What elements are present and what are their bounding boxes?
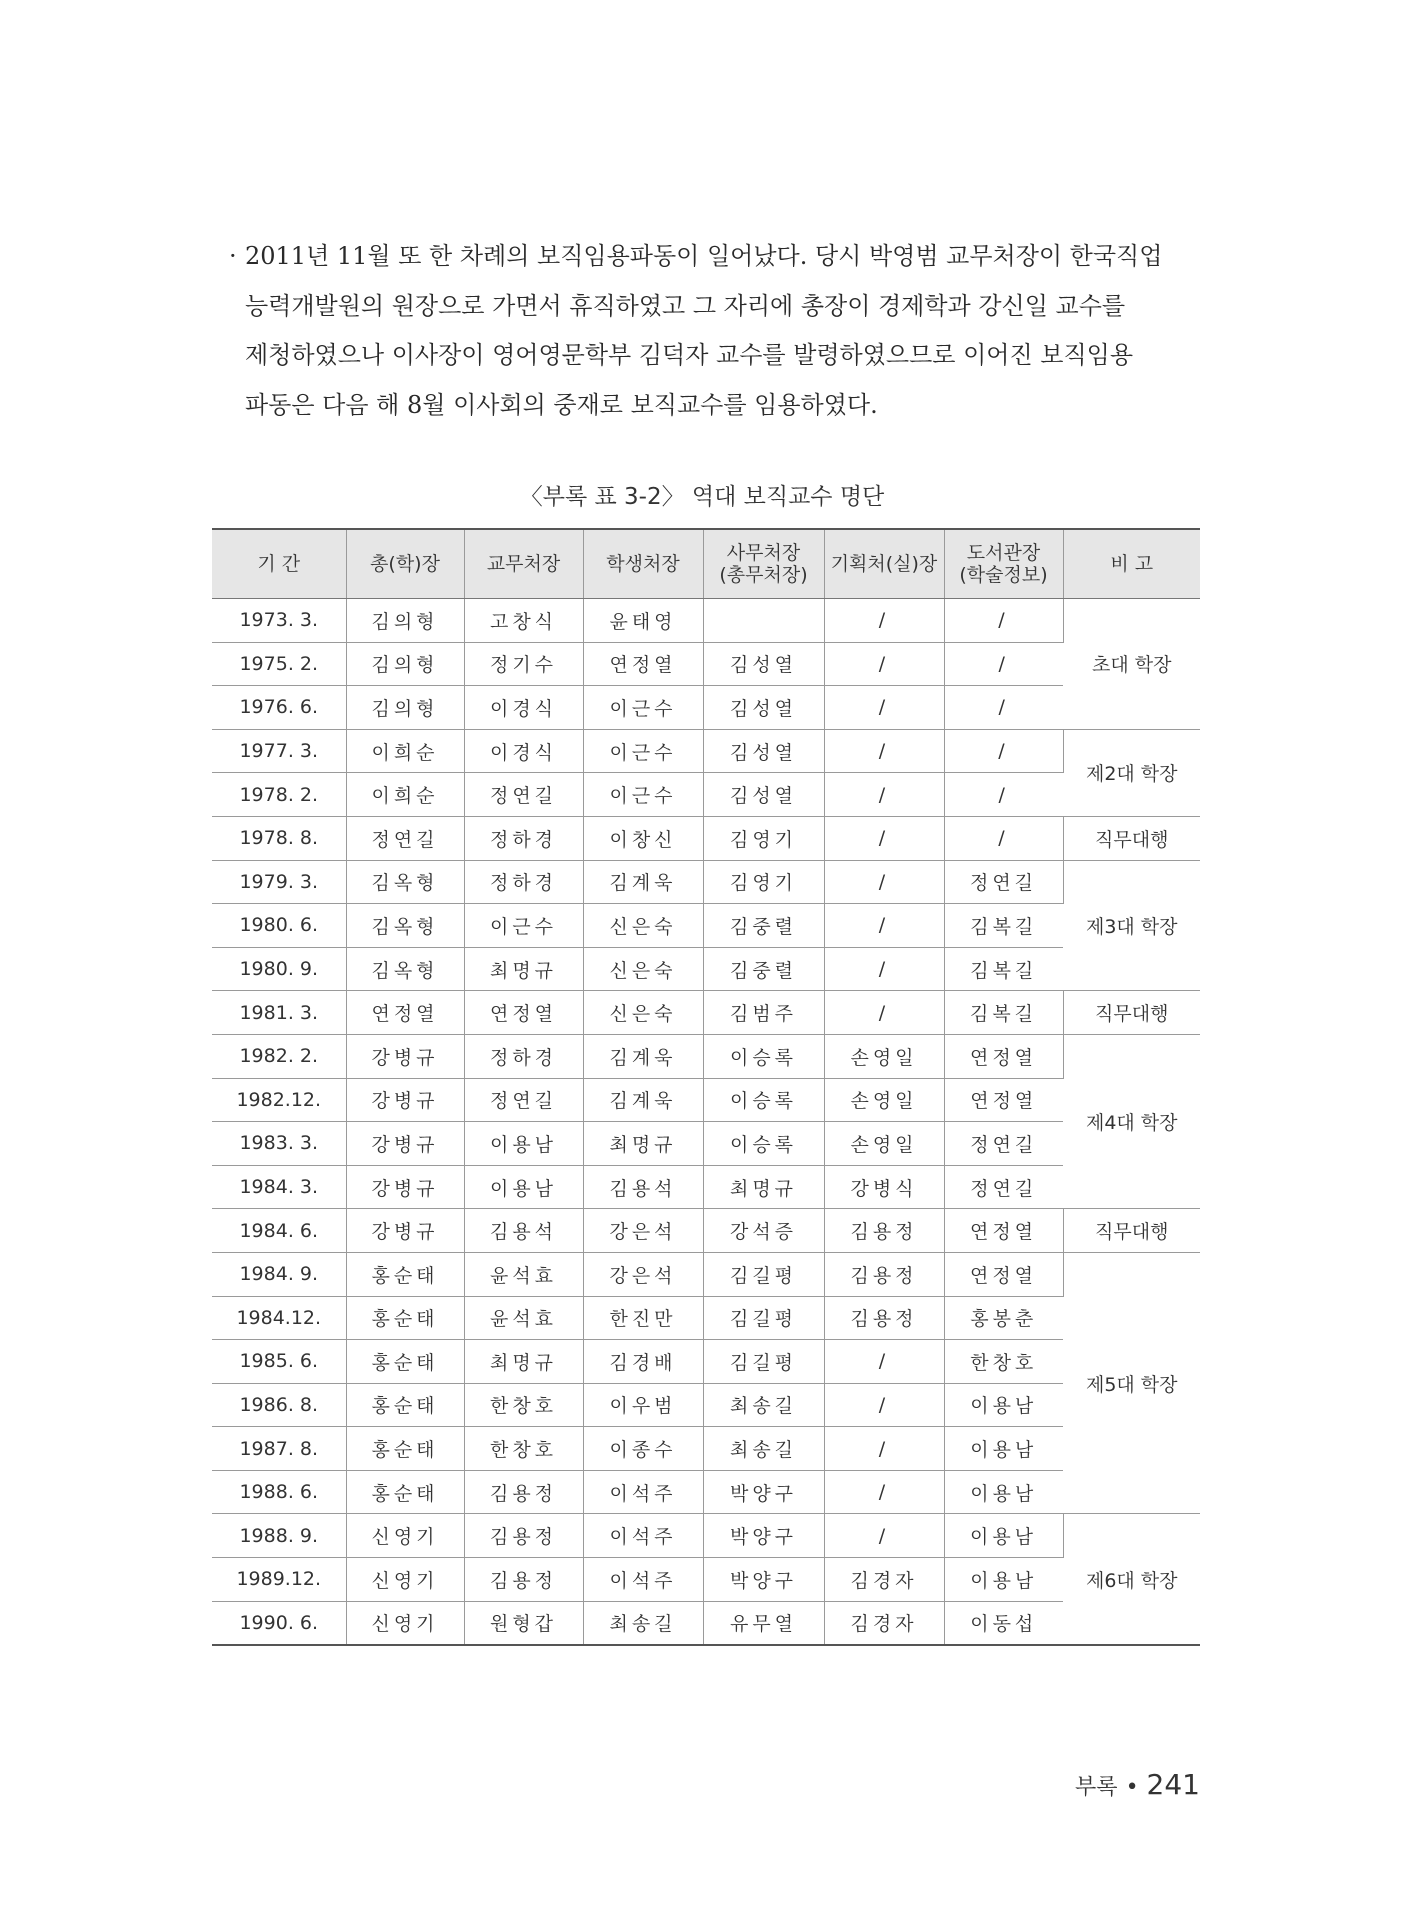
note-cell: 제3대 학장 [1063,860,1200,991]
table-cell: 김길평 [703,1252,824,1296]
period-cell: 1975. 2. [212,642,346,686]
period-cell: 1988. 6. [212,1470,346,1514]
table-cell: 김중렬 [703,904,824,948]
table-cell: 김범주 [703,991,824,1035]
period-cell: 1982. 2. [212,1034,346,1078]
table-cell: / [824,1470,944,1514]
table-cell: 윤석효 [464,1252,583,1296]
table-cell: / [944,773,1063,817]
note-cell: 초대 학장 [1063,599,1200,730]
table-row [212,1252,1200,1296]
table-cell: 한창호 [944,1340,1063,1384]
table-cell: 강은석 [583,1209,703,1253]
table-cell: 손영일 [824,1078,944,1122]
table-cell: 김옥형 [346,947,464,991]
period-cell: 1986. 8. [212,1383,346,1427]
table-cell: 정연길 [944,860,1063,904]
page-number: 241 [1146,1768,1200,1801]
table-cell: 이희순 [346,729,464,773]
table-row [212,1558,1200,1602]
paragraph-line: 능력개발원의 원장으로 가면서 휴직하였고 그 자리에 총장이 경제학과 강신일 교수를 [245,291,1126,320]
table-cell: 신영기 [346,1601,464,1645]
table-row [212,1078,1200,1122]
table-cell: 강병규 [346,1034,464,1078]
header-student-affairs: 학생처장 [583,529,703,599]
table-cell: / [824,816,944,860]
period-cell: 1985. 6. [212,1340,346,1384]
table-caption: 〈부록 표 3-2〉 역대 보직교수 명단 [519,484,885,510]
table-cell: 김길평 [703,1296,824,1340]
note-cell: 직무대행 [1063,816,1200,860]
table-cell: 이경식 [464,729,583,773]
period-cell: 1984. 6. [212,1209,346,1253]
period-cell: 1984. 9. [212,1252,346,1296]
period-cell: 1973. 3. [212,599,346,643]
table-cell: 이창신 [583,816,703,860]
period-cell: 1989.12. [212,1558,346,1602]
table-cell: 신은숙 [583,947,703,991]
table-cell: 김용정 [464,1514,583,1558]
table-cell: 원형갑 [464,1601,583,1645]
table-cell: 강병규 [346,1165,464,1209]
table-cell: 이근수 [583,773,703,817]
table-cell: 정연길 [944,1122,1063,1166]
table-cell: 김용석 [464,1209,583,1253]
table-cell: 이석주 [583,1558,703,1602]
table-row [212,1296,1200,1340]
table-cell: 정하경 [464,1034,583,1078]
period-cell: 1982.12. [212,1078,346,1122]
table-cell: 김용석 [583,1165,703,1209]
table-cell: 연정열 [346,991,464,1035]
table-cell: 홍순태 [346,1296,464,1340]
table-cell: 이용남 [944,1383,1063,1427]
table-cell: 한창호 [464,1427,583,1471]
table-header-row [212,529,1200,599]
period-cell: 1988. 9. [212,1514,346,1558]
table-cell: / [944,599,1063,643]
table-cell: / [824,1340,944,1384]
table-cell: 윤석효 [464,1296,583,1340]
table-cell: / [944,729,1063,773]
table-cell: 신영기 [346,1558,464,1602]
table-cell: 최명규 [464,1340,583,1384]
table-cell: 이희순 [346,773,464,817]
table-cell: 유무열 [703,1601,824,1645]
table-cell: 홍순태 [346,1470,464,1514]
table-cell: 강병식 [824,1165,944,1209]
table-cell: 김의형 [346,686,464,730]
table-cell: 김길평 [703,1340,824,1384]
table-cell: 정기수 [464,642,583,686]
table-cell: 최송길 [703,1427,824,1471]
table-row [212,1209,1200,1253]
table-cell: 이용남 [944,1470,1063,1514]
table-cell: 한창호 [464,1383,583,1427]
note-cell: 제4대 학장 [1063,1034,1200,1208]
table-cell: / [824,860,944,904]
period-cell: 1984.12. [212,1296,346,1340]
table-cell: 이근수 [464,904,583,948]
table-cell: 이종수 [583,1427,703,1471]
table-cell: 김용정 [824,1252,944,1296]
table-cell: 최명규 [464,947,583,991]
table-cell: / [824,773,944,817]
table-cell: 이용남 [944,1514,1063,1558]
period-cell: 1980. 6. [212,904,346,948]
body-paragraph [229,232,1205,430]
table-cell: 강병규 [346,1209,464,1253]
header-president: 총(학)장 [346,529,464,599]
staff-roster-table [212,528,1200,1646]
table-row [212,686,1200,730]
table-cell: 김경자 [824,1601,944,1645]
table-cell: 손영일 [824,1122,944,1166]
table-cell: 홍순태 [346,1340,464,1384]
table-cell: / [824,1514,944,1558]
table-cell: 김복길 [944,947,1063,991]
table-cell: 연정열 [944,1252,1063,1296]
table-cell: 박양구 [703,1470,824,1514]
table-cell: 이석주 [583,1514,703,1558]
header-note: 비 고 [1063,529,1200,599]
table-cell: 이우범 [583,1383,703,1427]
table-cell: 홍순태 [346,1252,464,1296]
table-cell: / [824,642,944,686]
table-row [212,816,1200,860]
table-cell: 이용남 [944,1427,1063,1471]
table-row [212,729,1200,773]
table-cell: 김복길 [944,991,1063,1035]
table-cell: 고창식 [464,599,583,643]
table-cell: 김옥형 [346,904,464,948]
table-cell: 김용정 [464,1558,583,1602]
header-library: 도서관장 (학술정보) [944,529,1063,599]
table-body [212,599,1200,1646]
table-cell: 김성열 [703,642,824,686]
table-cell: 한진만 [583,1296,703,1340]
table-cell: 김용정 [824,1209,944,1253]
table-cell: 김영기 [703,816,824,860]
table-cell: 최송길 [703,1383,824,1427]
table-cell: 박양구 [703,1514,824,1558]
table-cell: 김성열 [703,686,824,730]
table-cell: 최송길 [583,1601,703,1645]
header-general-affairs: 사무처장 (총무처장) [703,529,824,599]
table-cell: 김용정 [824,1296,944,1340]
table-cell: 김영기 [703,860,824,904]
table-cell: 연정열 [583,642,703,686]
paragraph-line: 파동은 다음 해 8월 이사회의 중재로 보직교수를 임용하였다. [245,390,878,419]
table-cell: / [944,686,1063,730]
table-row [212,1427,1200,1471]
table-cell [703,599,824,643]
table-cell: 김경배 [583,1340,703,1384]
table-row [212,1383,1200,1427]
table-cell: / [824,729,944,773]
period-cell: 1980. 9. [212,947,346,991]
table-cell: 최명규 [583,1122,703,1166]
table-cell: 정하경 [464,816,583,860]
table-row [212,947,1200,991]
table-cell: 최명규 [703,1165,824,1209]
table-cell: 이승록 [703,1078,824,1122]
bullet-mark: · [229,242,237,270]
table-cell: 이경식 [464,686,583,730]
footer-section: 부록 [1075,1775,1118,1800]
table-row [212,1601,1200,1645]
table-cell: 강병규 [346,1078,464,1122]
table-cell: 김성열 [703,729,824,773]
table-cell: 이용남 [464,1165,583,1209]
page-footer [1075,1768,1200,1801]
table-cell: 연정열 [464,991,583,1035]
period-cell: 1987. 8. [212,1427,346,1471]
table-cell: 김옥형 [346,860,464,904]
table-cell: / [944,816,1063,860]
table-cell: 정연길 [346,816,464,860]
table-cell: 이근수 [583,686,703,730]
table-cell: 신은숙 [583,904,703,948]
header-planning: 기획처(실)장 [824,529,944,599]
table-cell: / [824,947,944,991]
table-row [212,1514,1200,1558]
table-cell: 강석증 [703,1209,824,1253]
note-cell: 제6대 학장 [1063,1514,1200,1645]
period-cell: 1976. 6. [212,686,346,730]
period-cell: 1983. 3. [212,1122,346,1166]
table-cell: 정연길 [944,1165,1063,1209]
table-cell: 이승록 [703,1034,824,1078]
table-cell: / [824,904,944,948]
table-cell: 홍봉춘 [944,1296,1063,1340]
note-cell: 제5대 학장 [1063,1252,1200,1514]
table-cell: / [824,599,944,643]
table-cell: 김계욱 [583,1034,703,1078]
note-cell: 직무대행 [1063,991,1200,1035]
table-cell: 김의형 [346,599,464,643]
table-row [212,904,1200,948]
paragraph-line: · 2011년 11월 또 한 차례의 보직임용파동이 일어났다. 당시 박영범 교무처장이 한국직업 [245,232,1205,282]
table-row [212,599,1200,643]
table-cell: 김성열 [703,773,824,817]
table-row [212,1165,1200,1209]
table-cell: 정연길 [464,773,583,817]
table-cell: 이근수 [583,729,703,773]
period-cell: 1978. 8. [212,816,346,860]
period-cell: 1978. 2. [212,773,346,817]
table-cell: 강은석 [583,1252,703,1296]
header-academic-affairs: 교무처장 [464,529,583,599]
table-cell: 홍순태 [346,1427,464,1471]
table-cell: 연정열 [944,1034,1063,1078]
table-cell: 연정열 [944,1078,1063,1122]
table-cell: 김중렬 [703,947,824,991]
table-cell: 김경자 [824,1558,944,1602]
table-cell: / [824,686,944,730]
table-cell: 이용남 [464,1122,583,1166]
table-cell: 이동섭 [944,1601,1063,1645]
table-cell: / [824,1383,944,1427]
table-row [212,1470,1200,1514]
table-cell: 이석주 [583,1470,703,1514]
note-cell: 직무대행 [1063,1209,1200,1253]
table-row [212,860,1200,904]
period-cell: 1977. 3. [212,729,346,773]
table-cell: 홍순태 [346,1383,464,1427]
table-cell: 김계욱 [583,860,703,904]
table-cell: 김의형 [346,642,464,686]
table-cell: 김복길 [944,904,1063,948]
table-cell: 신영기 [346,1514,464,1558]
period-cell: 1990. 6. [212,1601,346,1645]
period-cell: 1979. 3. [212,860,346,904]
table-cell: / [824,991,944,1035]
period-cell: 1981. 3. [212,991,346,1035]
table-cell: 손영일 [824,1034,944,1078]
table-cell: / [944,642,1063,686]
table-cell: 김계욱 [583,1078,703,1122]
note-cell: 제2대 학장 [1063,729,1200,816]
footer-separator: • [1125,1775,1139,1800]
table-row [212,773,1200,817]
table-row [212,1340,1200,1384]
table-cell: 정하경 [464,860,583,904]
table-cell: 윤태영 [583,599,703,643]
table-row [212,1034,1200,1078]
table-cell: / [824,1427,944,1471]
table-row [212,991,1200,1035]
paragraph-line: 제청하였으나 이사장이 영어영문학부 김덕자 교수를 발령하였으므로 이어진 보직임용 [245,341,1134,369]
header-period: 기 간 [212,529,346,599]
table-cell: 정연길 [464,1078,583,1122]
table-cell: 김용정 [464,1470,583,1514]
table-cell: 연정열 [944,1209,1063,1253]
table-row [212,642,1200,686]
table-row [212,1122,1200,1166]
table-cell: 이승록 [703,1122,824,1166]
table-cell: 박양구 [703,1558,824,1602]
period-cell: 1984. 3. [212,1165,346,1209]
table-cell: 이용남 [944,1558,1063,1602]
table-cell: 신은숙 [583,991,703,1035]
table-cell: 강병규 [346,1122,464,1166]
